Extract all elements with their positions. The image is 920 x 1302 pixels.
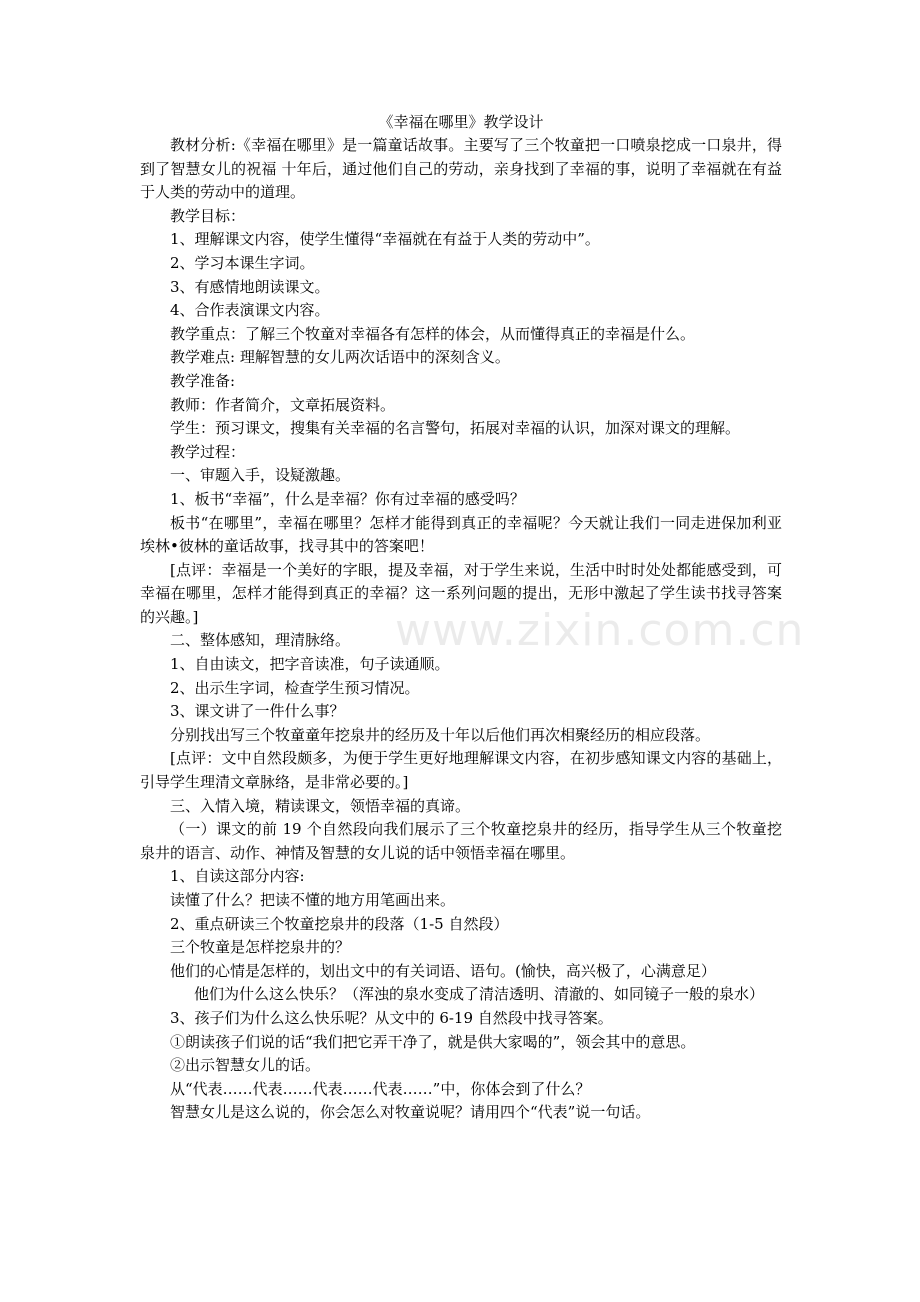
paragraph-step: 3、课文讲了一件什么事？ bbox=[170, 702, 345, 721]
document-page bbox=[140, 110, 782, 1125]
paragraph-question: 智慧女儿是这么说的，你会怎么对牧童说呢？请用四个“代表”说一句话。 bbox=[170, 1103, 651, 1122]
watermark-text: www.zixin.com.cn bbox=[395, 605, 805, 656]
paragraph-text: （一）课文的前 19 个自然段向我们展示了三个牧童挖泉井的经历，指导学生从三个牧童挖泉井的语言、动作、神情及智慧的女儿说的话中领悟幸福在哪里。 bbox=[140, 820, 782, 862]
paragraph-goal-3: 3、有感情地朗读课文。 bbox=[170, 277, 330, 296]
paragraph-section-2: 二、整体感知，理清脉络。 bbox=[170, 631, 351, 650]
paragraph-student-prep: 学生：预习课文，搜集有关幸福的名言警句，拓展对幸福的认识，加深对课文的理解。 bbox=[170, 419, 741, 438]
paragraph-substep: ②出示智慧女儿的话。 bbox=[170, 1056, 321, 1075]
paragraph-process-heading: 教学过程： bbox=[170, 442, 246, 461]
paragraph-difficulty: 教学难点: 理解智慧的女儿两次话语中的深刻含义。 bbox=[170, 348, 510, 367]
paragraph-step: 3、孩子们为什么这么快乐呢？从文中的 6-19 自然段中找寻答案。 bbox=[170, 1008, 613, 1027]
paragraph-step: 2、出示生字词，检查学生预习情况。 bbox=[170, 678, 420, 697]
paragraph-question: 从“代表……代表……代表……代表……”中，你体会到了什么？ bbox=[170, 1079, 591, 1098]
paragraph-key-point: 教学重点：了解三个牧童对幸福各有怎样的体会，从而懂得真正的幸福是什么。 bbox=[170, 324, 696, 343]
paragraph-goal-1: 1、理解课文内容，使学生懂得“幸福就在有益于人类的劳动中”。 bbox=[170, 230, 600, 249]
document-title: 《幸福在哪里》教学设计 bbox=[378, 113, 544, 131]
paragraph-goals-heading: 教学目标： bbox=[170, 206, 246, 225]
paragraph-section-3: 三、入情入境，精读课文，领悟幸福的真谛。 bbox=[170, 796, 471, 815]
paragraph-section-1: 一、审题入手，设疑激趣。 bbox=[170, 466, 351, 485]
paragraph-substep: ①朗读孩子们说的话“我们把它弄干净了，就是供大家喝的”，领会其中的意思。 bbox=[170, 1032, 696, 1051]
paragraph-question: 他们的心情是怎样的，划出文中的有关词语、语句。(愉快，高兴极了，心满意足） bbox=[170, 961, 716, 980]
paragraph-text: 读懂了什么？把读不懂的地方用笔画出来。 bbox=[170, 891, 456, 909]
paragraph-text: 板书“在哪里”，幸福在哪里？怎样才能得到真正的幸福呢？今天就让我们一同走进保加利亚埃林•彼林的童话故事，找寻其中的答案吧！ bbox=[140, 513, 782, 556]
paragraph-teacher-prep: 教师：作者简介，文章拓展资料。 bbox=[170, 395, 396, 414]
paragraph-analysis: 教材分析:《幸福在哪里》是一篇童话故事。主要写了三个牧童把一口喷泉挖成一口泉井，得到了智慧女儿的祝福 十年后，通过他们自己的劳动，亲身找到了幸福的事，说明了幸福就在有益于人类的劳动中的道理。 bbox=[140, 136, 782, 202]
paragraph-goal-2: 2、学习本课生字词。 bbox=[170, 253, 315, 272]
paragraph-comment: [点评：幸福是一个美好的字眼，提及幸福，对于学生来说，生活中时时处处都能感受到，可幸福在哪里，怎样才能得到真正的幸福？这一系列问题的提出，无形中激起了学生读书找寻答案的兴趣。] bbox=[140, 560, 782, 626]
paragraph-question: 他们为什么这么快乐？（浑浊的泉水变成了清洁透明、清澈的、如同镜子一般的泉水） bbox=[194, 985, 765, 1004]
document-body bbox=[140, 134, 782, 1125]
paragraph-question: 三个牧童是怎样挖泉井的？ bbox=[170, 938, 351, 957]
paragraph-step: 1、板书“幸福”，什么是幸福？你有过幸福的感受吗？ bbox=[170, 489, 525, 508]
paragraph-preparation-heading: 教学准备: bbox=[170, 371, 236, 390]
paragraph-step: 2、重点研读三个牧童挖泉井的段落（1-5 自然段） bbox=[170, 914, 509, 933]
paragraph-step: 1、自由读文，把字音读准，句子读通顺。 bbox=[170, 655, 450, 674]
paragraph-step: 1、自读这部分内容: bbox=[170, 867, 305, 886]
paragraph-comment: [点评：文中自然段颇多，为便于学生更好地理解课文内容，在初步感知课文内容的基础上，引导学生理清文章脉络，是非常必要的。] bbox=[140, 749, 782, 792]
paragraph-goal-4: 4、合作表演课文内容。 bbox=[170, 301, 330, 320]
paragraph-text: 分别找出写三个牧童童年挖泉井的经历及十年以后他们再次相聚经历的相应段落。 bbox=[170, 725, 711, 744]
